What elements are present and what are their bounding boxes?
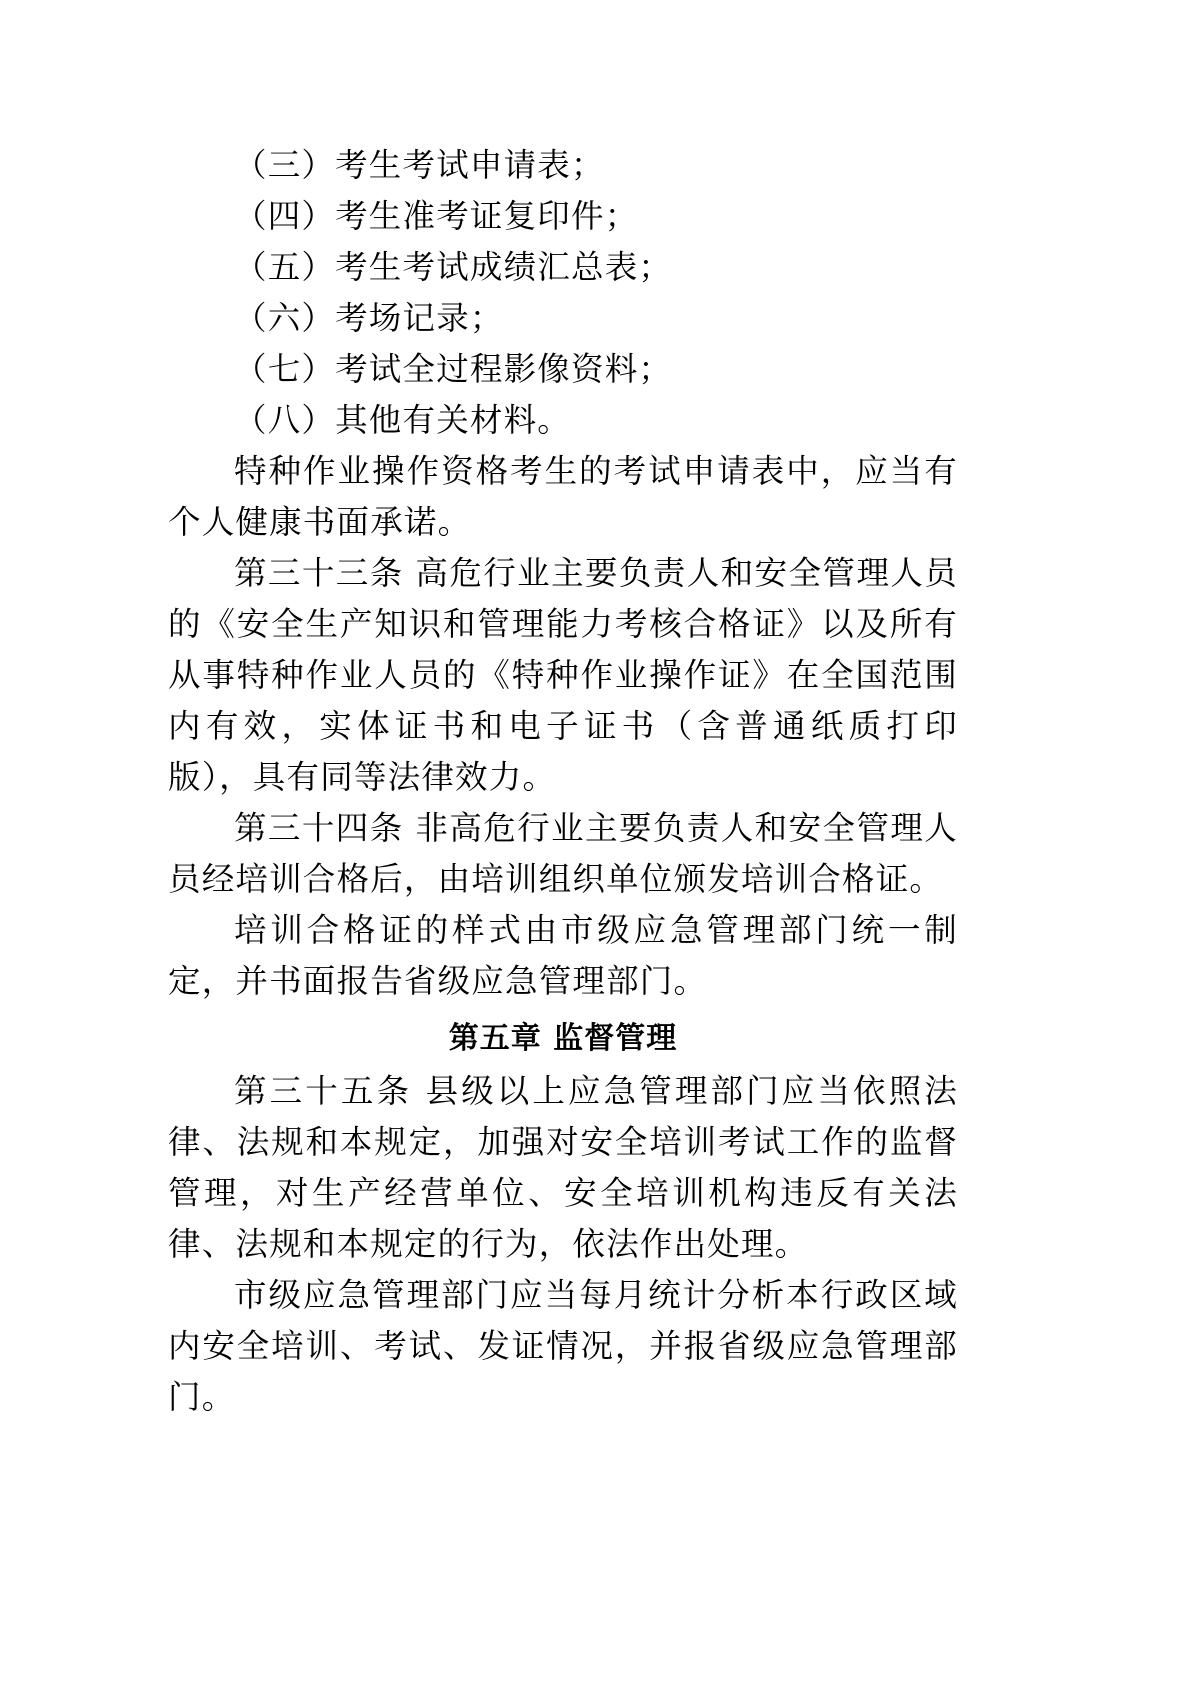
list-item: （三）考生考试申请表； — [234, 146, 605, 184]
list-item: （八）其他有关材料。 — [234, 401, 572, 439]
paragraph-article-33: 第三十三条 高危行业主要负责人和安全管理人员的《安全生产知识和管理能力考核合格证》以及所有从事特种作业人员的《特种作业操作证》在全国范围内有效，实体证书和电子证书（含普通纸质打印版），具有同等法律效力。 — [168, 554, 958, 796]
list-item: （五）考生考试成绩汇总表； — [234, 248, 673, 286]
paragraph-article-35: 第三十五条 县级以上应急管理部门应当依照法律、法规和本规定，加强对安全培训考试工作的监督管理，对生产经营单位、安全培训机构违反有关法律、法规和本规定的行为，依法作出处理。 — [168, 1072, 958, 1263]
paragraph-article-34: 第三十四条 非高危行业主要负责人和安全管理人员经培训合格后，由培训组织单位颁发培训合格证。 — [168, 809, 958, 898]
list-item: （六）考场记录； — [234, 299, 504, 337]
document-body — [168, 140, 958, 1423]
paragraph: 特种作业操作资格考生的考试申请表中，应当有个人健康书面承诺。 — [168, 452, 958, 541]
chapter-heading: 第五章 监督管理 — [448, 1021, 678, 1056]
list-item: （四）考生准考证复印件； — [234, 197, 639, 235]
list-item: （七）考试全过程影像资料； — [234, 350, 673, 388]
paragraph: 培训合格证的样式由市级应急管理部门统一制定，并书面报告省级应急管理部门。 — [168, 911, 958, 1000]
paragraph: 市级应急管理部门应当每月统计分析本行政区域内安全培训、考试、发证情况，并报省级应急管理部门。 — [168, 1276, 958, 1416]
